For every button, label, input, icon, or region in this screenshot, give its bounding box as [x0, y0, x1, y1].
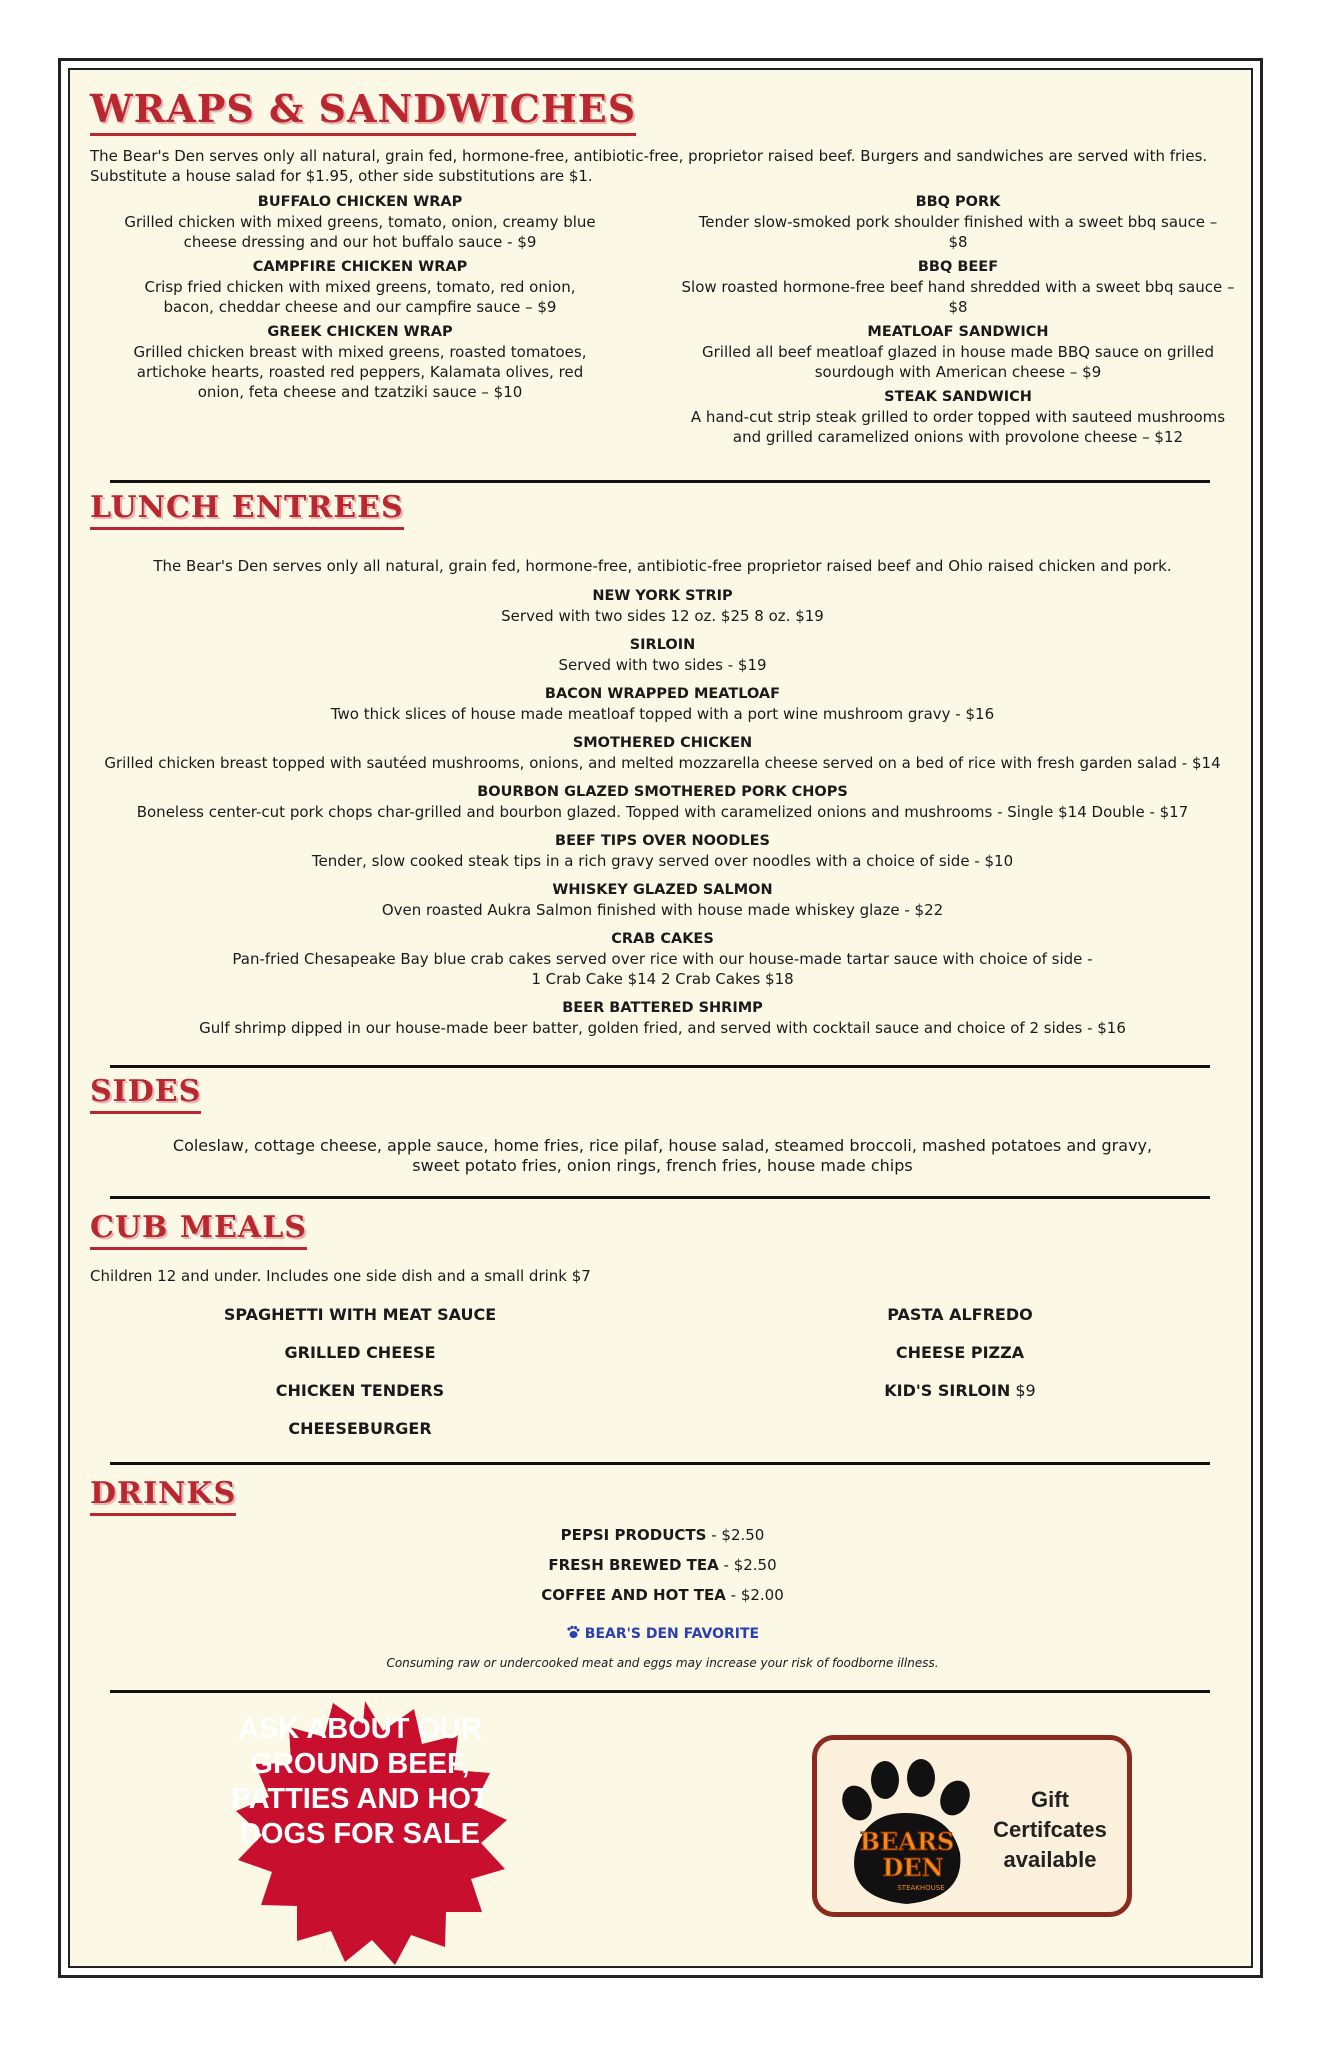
cub-item — [780, 1296, 1140, 1334]
item-name: BACON WRAPPED MEATLOAF — [544, 686, 781, 702]
drink-price: - $2.00 — [725, 1586, 784, 1604]
drink-name: FRESH BREWED TEA — [548, 1556, 719, 1574]
item-name: GREEK CHICKEN WRAP — [267, 324, 453, 340]
cub-item: GRILLED CHEESE — [284, 1343, 436, 1362]
gift-certificates-text: Gift Certifcates available — [993, 1787, 1107, 1872]
sides-line2: sweet potato fries, onion rings, french fries, house made chips — [412, 1156, 913, 1175]
drink-item — [90, 1580, 1235, 1610]
item-name: CAMPFIRE CHICKEN WRAP — [252, 259, 468, 275]
menu-item — [90, 586, 1235, 626]
wraps-intro-line2: Substitute a house salad for $1.95, other side substitutions are $1. — [90, 167, 593, 185]
logo-text-bears: BEARS — [859, 1827, 955, 1856]
sides-heading — [90, 1074, 201, 1114]
cub-item: CHICKEN TENDERS — [275, 1381, 445, 1400]
favorite-label: BEAR'S DEN FAVORITE — [584, 1626, 760, 1642]
bear-paw-logo — [835, 1758, 985, 1908]
item-desc: Slow roasted hormone-free beef hand shredded with a sweet bbq sauce – $8 — [681, 278, 1235, 316]
item-name: BEEF TIPS OVER NOODLES — [555, 833, 770, 849]
item-name: CRAB CAKES — [611, 931, 714, 947]
menu-item — [90, 733, 1235, 773]
cub-item-name: CHEESE PIZZA — [895, 1343, 1025, 1362]
menu-item — [90, 635, 1235, 675]
item-desc: Grilled chicken with mixed greens, tomato, onion, creamy blue cheese dressing and our hot buffalo sauce - $9 — [124, 213, 596, 251]
item-desc: Gulf shrimp dipped in our house-made beer batter, golden fried, and served with cocktail sauce and choice of 2 sides - $16 — [199, 1019, 1126, 1037]
favorite-legend — [90, 1625, 1235, 1642]
wraps-left-column — [80, 192, 640, 407]
cub-left-column — [180, 1296, 540, 1448]
drink-price: - $2.50 — [706, 1526, 765, 1544]
item-name: MEATLOAF SANDWICH — [867, 324, 1049, 340]
drink-item — [90, 1550, 1235, 1580]
menu-item — [678, 322, 1238, 382]
menu-item — [678, 257, 1238, 317]
item-desc: 1 Crab Cake $14 2 Crab Cakes $18 — [531, 970, 794, 988]
sides-line1: Coleslaw, cottage cheese, apple sauce, home fries, rice pilaf, house salad, steamed broccoli, mashed potatoes and gravy, — [172, 1136, 1153, 1155]
item-desc: Oven roasted Aukra Salmon finished with house made whiskey glaze - $22 — [381, 901, 944, 919]
cub-right-column — [780, 1296, 1140, 1410]
cub-item-name: KID'S SIRLOIN — [884, 1381, 1011, 1400]
item-name: BUFFALO CHICKEN WRAP — [257, 194, 463, 210]
sides-list — [90, 1136, 1235, 1176]
item-name: BBQ PORK — [915, 194, 1001, 210]
item-desc: Pan-fried Chesapeake Bay blue crab cakes served over rice with our house-made tartar sauce with choice of side - — [232, 950, 1093, 968]
wraps-intro — [90, 146, 1240, 186]
menu-item — [678, 387, 1238, 447]
menu-item — [678, 192, 1238, 252]
divider — [110, 1690, 1210, 1693]
item-desc: Tender slow-smoked pork shoulder finished with a sweet bbq sauce – $8 — [698, 213, 1218, 251]
lunch-section — [90, 556, 1235, 1047]
item-desc: Boneless center-cut pork chops char-grilled and bourbon glazed. Topped with caramelized onions and mushrooms - Single $14 Double - $17 — [136, 803, 1189, 821]
wraps-right-column — [678, 192, 1238, 452]
menu-item — [90, 782, 1235, 822]
divider — [110, 1065, 1210, 1068]
logo-text-steakhouse: STEAKHOUSE — [897, 1884, 945, 1892]
cub-item-name: PASTA ALFREDO — [887, 1305, 1033, 1324]
lunch-title: LUNCH ENTREES — [90, 490, 404, 525]
drink-item — [90, 1520, 1235, 1550]
item-desc: Served with two sides 12 oz. $25 8 oz. $19 — [501, 607, 824, 625]
item-desc: Grilled all beef meatloaf glazed in house made BBQ sauce on grilled sourdough with American cheese – $9 — [702, 343, 1214, 381]
menu-item — [90, 929, 1235, 989]
item-desc: A hand-cut strip steak grilled to order topped with sauteed mushrooms and grilled caramelized onions with provolone cheese – $12 — [690, 408, 1226, 446]
drink-name: PEPSI PRODUCTS — [560, 1526, 707, 1544]
item-name: NEW YORK STRIP — [592, 588, 733, 604]
menu-item — [80, 257, 640, 317]
item-name: BEER BATTERED SHRIMP — [562, 1000, 763, 1016]
ground-beef-promo-text: ASK ABOUT OUR GROUND BEEF, PATTIES AND HOT DOGS FOR SALE — [231, 1713, 489, 1850]
cub-item — [780, 1334, 1140, 1372]
drinks-list — [90, 1520, 1235, 1610]
menu-item — [80, 322, 640, 402]
cub-item-price: $9 — [1010, 1381, 1036, 1400]
lunch-heading — [90, 490, 404, 530]
item-name: SMOTHERED CHICKEN — [572, 735, 753, 751]
item-desc: Grilled chicken breast topped with sautéed mushrooms, onions, and melted mozzarella cheese served on a bed of rice with fresh garden salad - $14 — [104, 754, 1221, 772]
cub-title: CUB MEALS — [90, 1210, 307, 1245]
menu-item — [90, 831, 1235, 871]
item-desc: Crisp fried chicken with mixed greens, tomato, red onion, bacon, cheddar cheese and our campfire sauce – $9 — [144, 278, 576, 316]
item-desc: Served with two sides - $19 — [558, 656, 767, 674]
item-name: SIRLOIN — [629, 637, 696, 653]
menu-item — [90, 998, 1235, 1038]
menu-item — [90, 684, 1235, 724]
menu-item — [90, 880, 1235, 920]
wraps-intro-line1: The Bear's Den serves only all natural, grain fed, hormone-free, antibiotic-free, proprietor raised beef. Burgers and sandwiches are served with fries. — [90, 147, 1208, 165]
drinks-heading — [90, 1476, 236, 1516]
cub-item — [780, 1372, 1140, 1410]
menu-item — [80, 192, 640, 252]
paw-icon — [566, 1626, 585, 1642]
cub-item: SPAGHETTI WITH MEAT SAUCE — [223, 1305, 497, 1324]
divider — [110, 1196, 1210, 1199]
drink-name: COFFEE AND HOT TEA — [541, 1586, 726, 1604]
lunch-intro: The Bear's Den serves only all natural, grain fed, hormone-free, antibiotic-free proprietor raised beef and Ohio raised chicken and pork. — [153, 557, 1172, 575]
item-name: WHISKEY GLAZED SALMON — [552, 882, 773, 898]
cub-intro: Children 12 and under. Includes one side dish and a small drink $7 — [90, 1267, 591, 1285]
disclaimer: Consuming raw or undercooked meat and eggs may increase your risk of foodborne illness. — [386, 1656, 939, 1670]
wraps-title: WRAPS & SANDWICHES — [90, 86, 637, 131]
item-name: STEAK SANDWICH — [884, 389, 1032, 405]
sides-title: SIDES — [90, 1074, 202, 1109]
divider — [110, 480, 1210, 483]
wraps-heading — [90, 86, 636, 136]
item-name: BOURBON GLAZED SMOTHERED PORK CHOPS — [477, 784, 848, 800]
cub-item: CHEESEBURGER — [288, 1419, 432, 1438]
drink-price: - $2.50 — [718, 1556, 777, 1574]
item-name: BBQ BEEF — [917, 259, 999, 275]
divider — [110, 1462, 1210, 1465]
logo-text-den: DEN — [882, 1853, 944, 1882]
item-desc: Tender, slow cooked steak tips in a rich gravy served over noodles with a choice of side - $10 — [311, 852, 1014, 870]
drinks-title: DRINKS — [90, 1476, 237, 1511]
item-desc: Grilled chicken breast with mixed greens, roasted tomatoes, artichoke hearts, roasted red peppers, Kalamata olives, red onion, feta cheese and tzatziki sauce – $10 — [133, 343, 587, 401]
cub-heading — [90, 1210, 307, 1250]
item-desc: Two thick slices of house made meatloaf topped with a port wine mushroom gravy - $16 — [330, 705, 995, 723]
